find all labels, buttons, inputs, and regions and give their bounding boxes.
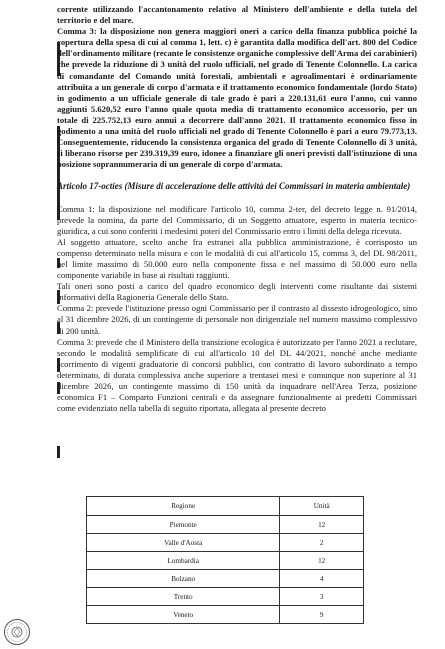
table-row [87,534,364,552]
paragraph-comma-1: Comma 1: la disposizione nel modificare l'articolo 10, comma 2-ter, del decreto legge n. 91/2014, prevede la nomina, da parte del Commissario, di un Soggetto attuatore, esperto in materia tecnico-giuridica, a cui sono conferiti i medesimi poteri del Commissario entro i limiti della delega ricevuta. [57,203,417,236]
cell-units: 12 [280,552,364,570]
paragraph-soggetto-attuatore: Al soggetto attuatore, scelto anche fra estranei alla pubblica amministrazione, è corrisposto un compenso determinato nella misura e con le modalità di cui all'articolo 15, comma 3, del DL 98/2011, nel limite massimo di 50.000 euro nella componente fissa e nel massimo di 50.000 euro nella componente variabile in base ai risultati raggiunti. [57,236,417,281]
paragraph-comma-2: Comma 2: prevede l'istituzione presso ogni Commissario per il contrasto al dissesto idrogeologico, sino al 31 dicembre 2026, di un contingente di personale non dirigenziale nel numero massimo complessivo di 200 unità. [57,303,417,336]
paragraph-comma-3-copertura: Comma 3: la disposizione non genera maggiori oneri a carico della finanza pubblica poiché la copertura della spesa di cui al comma 1, lett. c) è garantita dalla modifica dell'art. 800 del Codice dell'ordinamento militare (recante le consistenze organiche complessive dell'Arma dei carabinieri) che prevede la riduzione di 3 unità del ruolo ufficiali, nel grado di Tenente Colonnello. La carica di comandante del Comando unità forestali, ambientali e agroalimentari è ordinariamente attribuita a un generale di corpo d'armata e il trattamento economico fondamentale (lordo Stato) in godimento a un ufficiale generale di tale grado è pari a 220.131,61 euro l'anno, cui vanno aggiunti 5.620,52 euro l'anno quale quota media di trattamento economico accessorio, per un totale di 225.752,13 euro annui a decorrere dall'anno 2021. Il trattamento economico fisso in godimento a una unità del ruolo ufficiali nel grado di Tenente Colonnello è pari a euro 79.773,13. Conseguentemente, riducendo la consistenza organica del grado di Tenente Colonnello di 3 unità, si liberano risorse per 239.319,39 euro, idonee a finanziare gli oneri previsti dall'istituzione di una posizione soprannumeraria di un generale di corpo d'armata. [57,26,417,170]
regions-table [86,496,364,624]
cell-units: 9 [280,606,364,624]
cell-region: Valle d'Aosta [87,534,280,552]
seal-stamp-icon [3,618,31,646]
document-body [57,4,417,414]
cell-region: Veneto [87,606,280,624]
cell-region: Piemonte [87,516,280,534]
column-header-regione: Regione [87,497,280,516]
cell-units: 12 [280,516,364,534]
table-row [87,606,364,624]
paragraph-comma-3-reclutamento: Comma 3: prevede che il Ministero della transizione ecologica è autorizzato per l'anno 2021 a reclutare, secondo le modalità semplificate di cui all'articolo 10 del DL 44/2021, nonché anche mediante scorrimento di vigenti graduatorie di concorsi pubblici, con contratto di lavoro subordinato a tempo determinato, di durata complessiva anche superiore a trentasei mesi e comunque non superiore al 31 dicembre 2026, un contingente massimo di 150 unità da inquadrare nell'Area Terza, posizione economica F1 – Comparto Funzioni centrali e da assegnare funzionalmente ai predetti Commissari come evidenziato nella tabella di seguito riportata, allegata al presente decreto [57,336,417,414]
paragraph-oneri: Tali oneri sono posti a carico del quadro economico degli interventi come risultante dai sistemi informativi della Ragioneria Generale dello Stato. [57,281,417,303]
table-header-row [87,497,364,516]
cell-region: Trento [87,588,280,606]
cell-units: 2 [280,534,364,552]
article-heading: Articolo 17-octies (Misure di accelerazione delle attività dei Commissari in materia ambientale) [57,181,411,192]
paragraph-continuation: corrente utilizzando l'accantonamento relativo al Ministero dell'ambiente e della tutela del territorio e del mare. [57,4,417,26]
cell-units: 3 [280,588,364,606]
cell-region: Bolzano [87,570,280,588]
table-row [87,588,364,606]
column-header-unita: Unità [280,497,364,516]
table-row [87,552,364,570]
cell-region: Lombardia [87,552,280,570]
table-row [87,570,364,588]
table-row [87,516,364,534]
cell-units: 4 [280,570,364,588]
